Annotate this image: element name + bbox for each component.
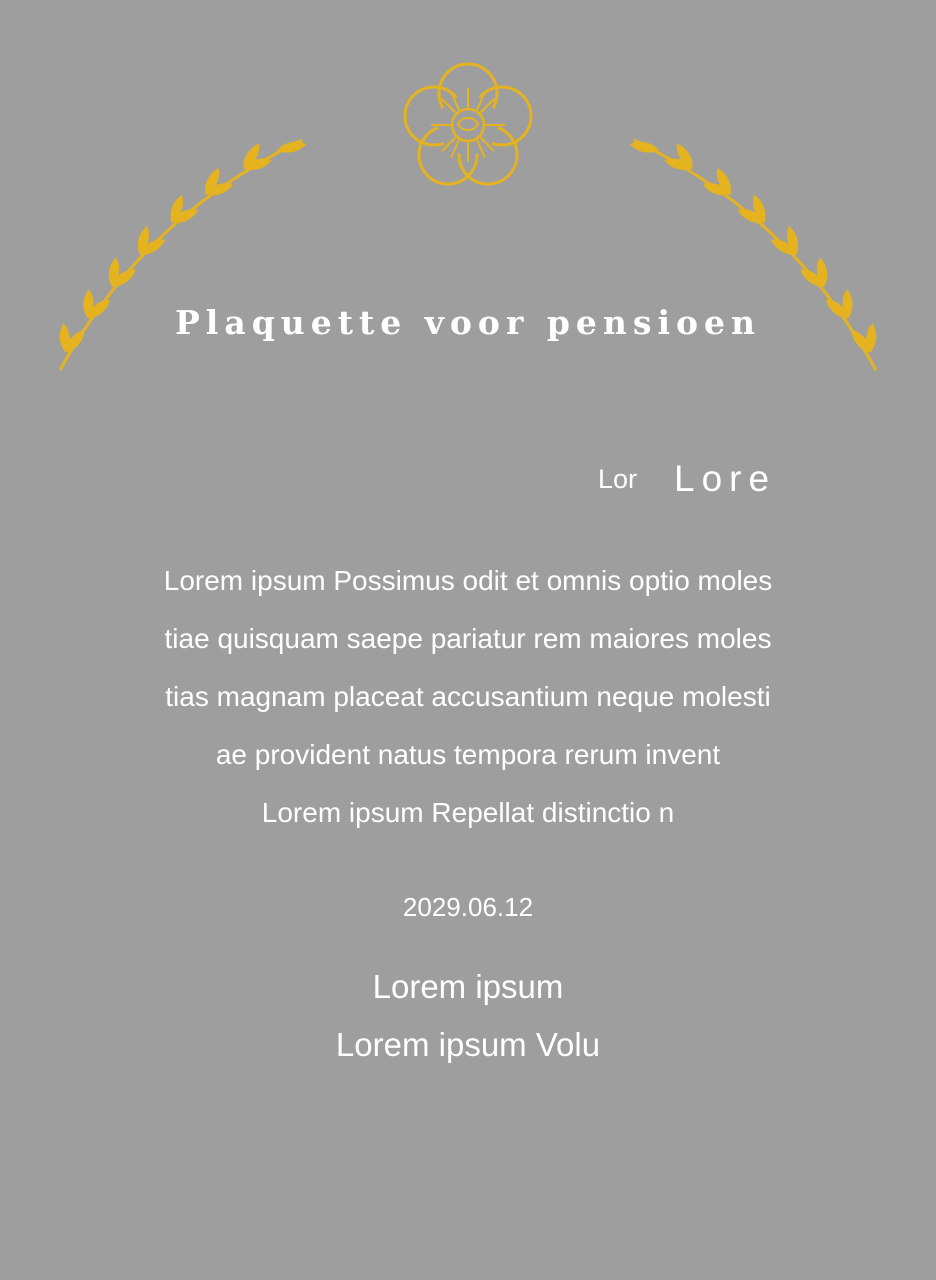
body-line: Lorem ipsum Possimus odit et omnis optio moles: [163, 565, 773, 596]
body-line: tias magnam placeat accusantium neque molesti: [165, 681, 771, 712]
recipient-row: [0, 458, 936, 508]
signature-block: [0, 958, 936, 1074]
body-line: tiae quisquam saepe pariatur rem maiores moles: [164, 623, 772, 654]
recipient-name: Lore: [674, 458, 777, 499]
body-line: ae provident natus tempora rerum invent: [215, 739, 721, 770]
plaque-body: [108, 552, 828, 842]
plaque-date: 2029.06.12: [402, 892, 534, 922]
plaque-title: Plaquette voor pensioen: [174, 303, 761, 342]
plum-blossom-emblem-icon: [405, 64, 531, 184]
recipient-prefix: Lor: [598, 464, 638, 494]
signature-line: Lorem ipsum Volu: [335, 1026, 601, 1063]
signature-line: Lorem ipsum: [372, 968, 564, 1005]
body-line: Lorem ipsum Repellat distinctio n: [261, 797, 675, 828]
